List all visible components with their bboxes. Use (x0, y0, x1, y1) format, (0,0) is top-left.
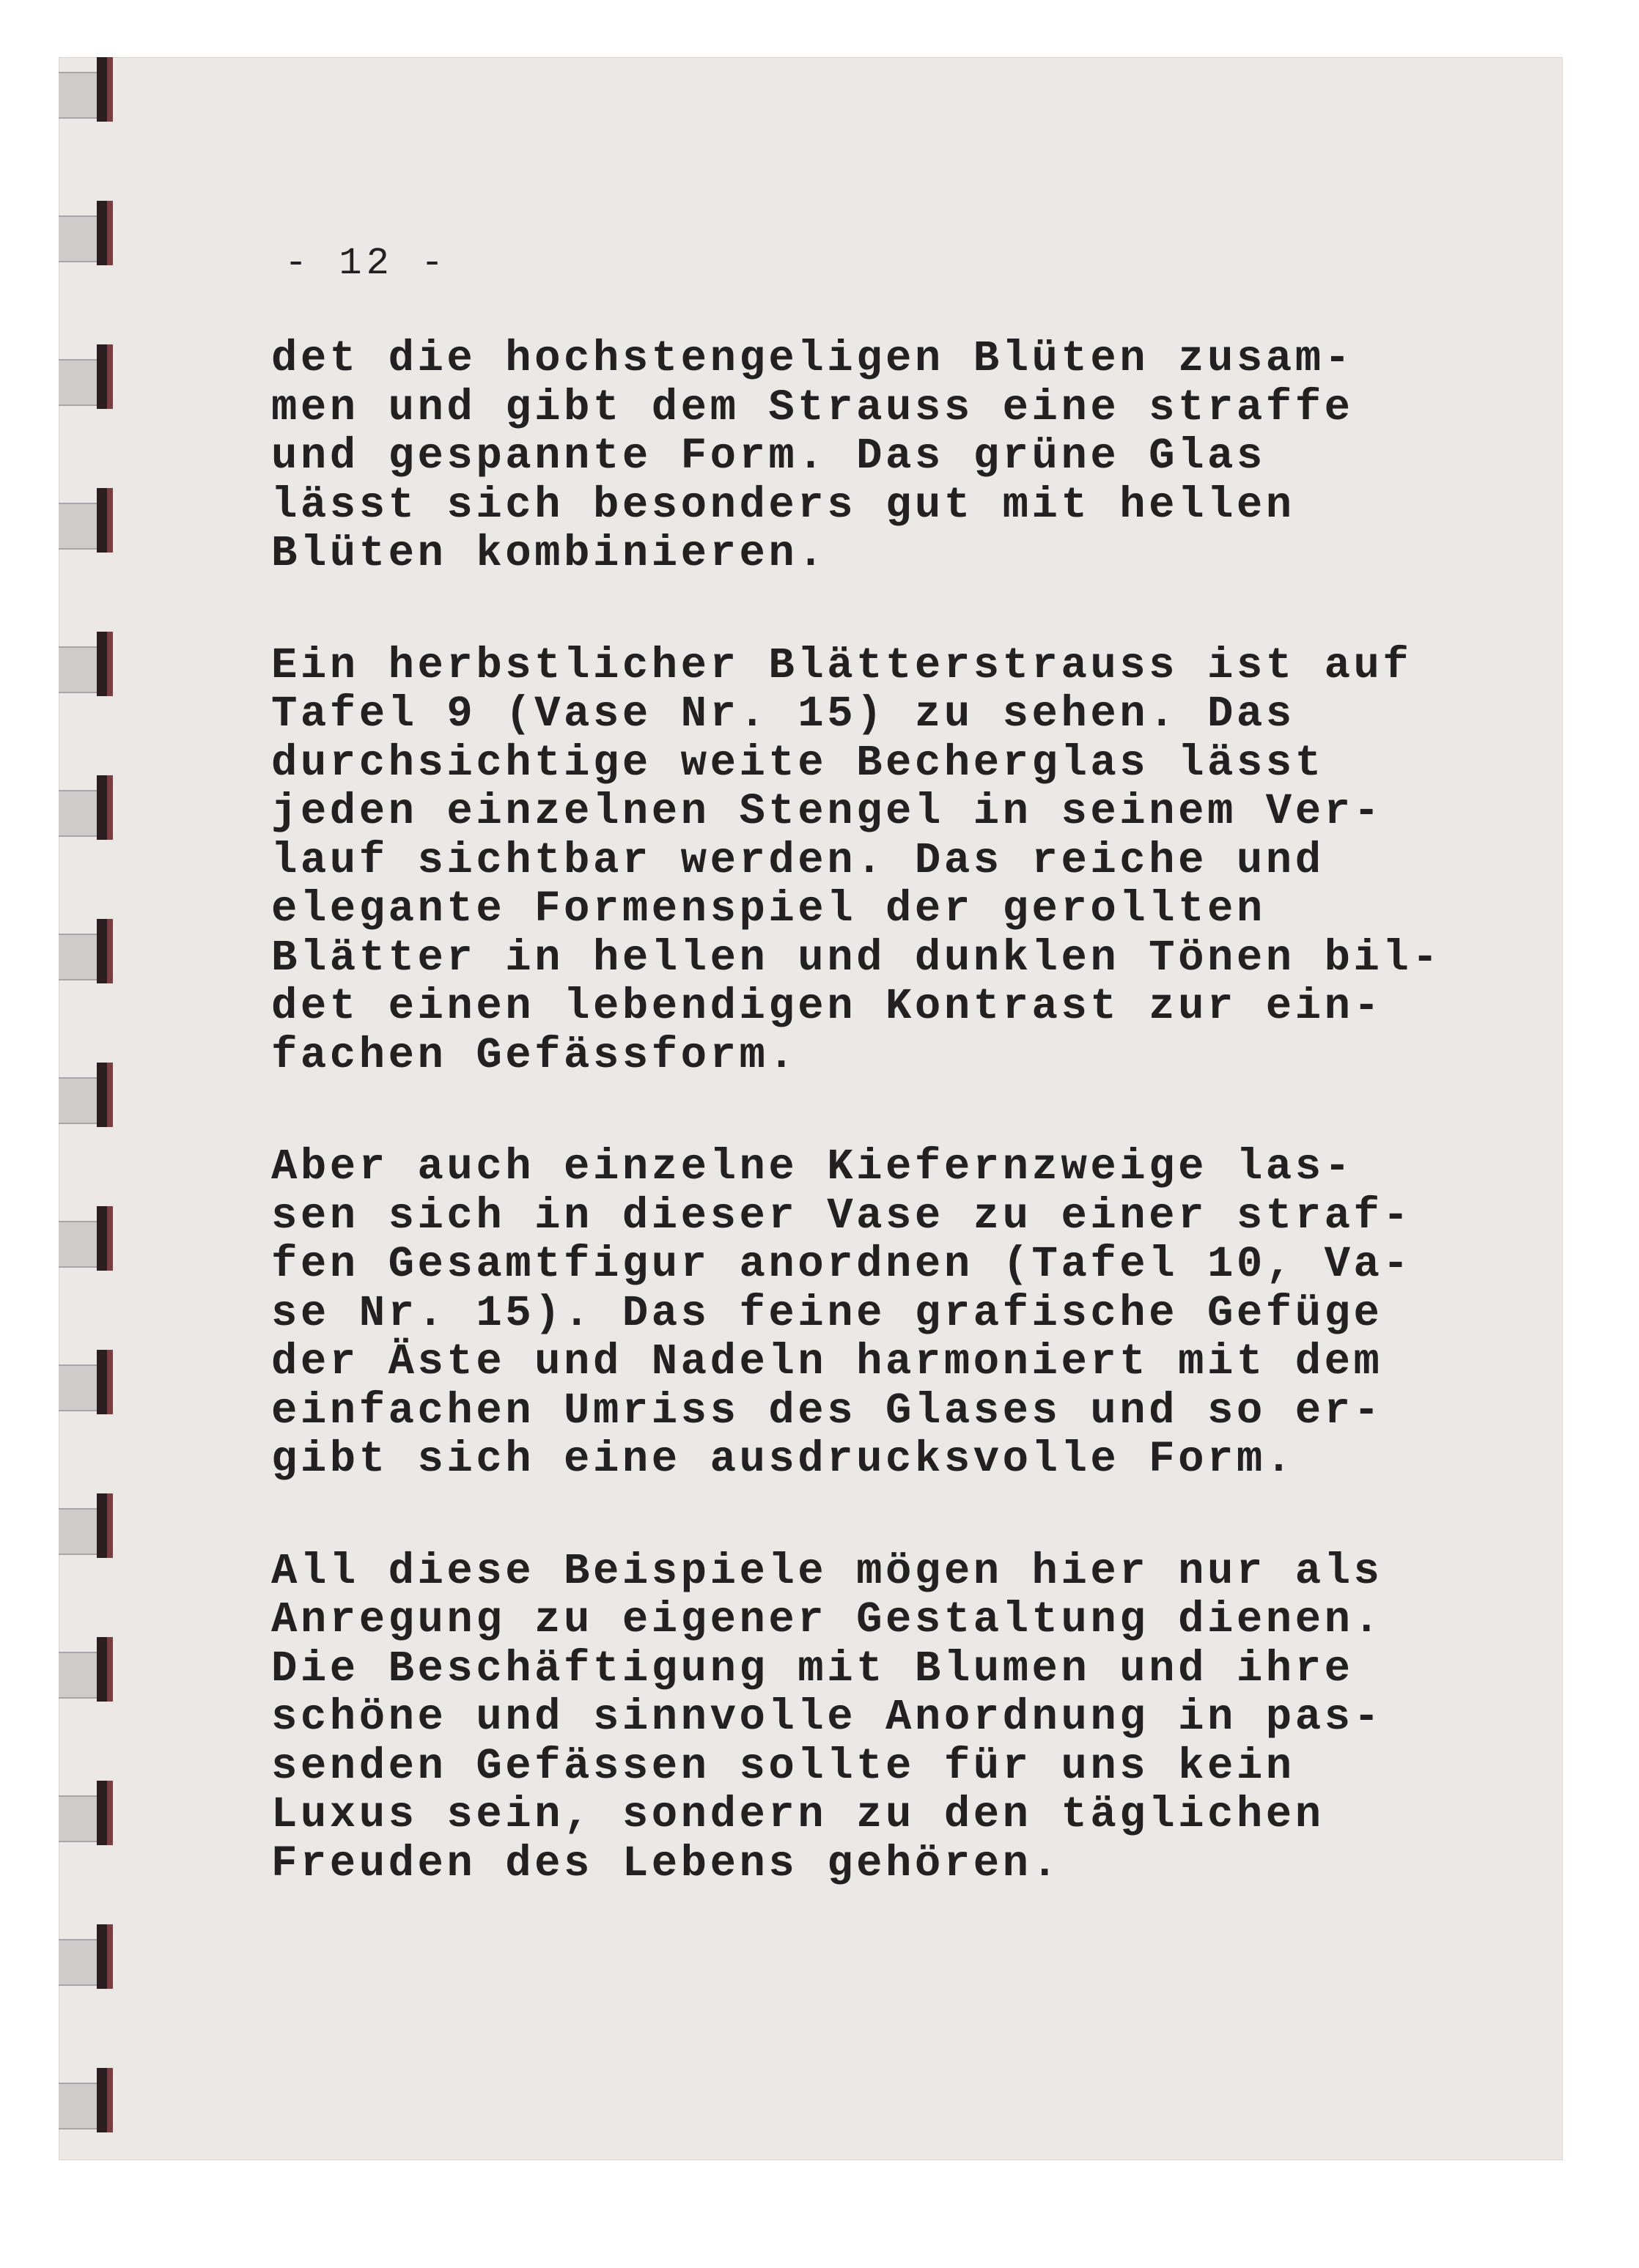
paragraph-3 (271, 1143, 1517, 1485)
text-line: Blätter in hellen und dunklen Tönen bil- (271, 933, 1442, 983)
text-line: und gespannte Form. Das grüne Glas (271, 432, 1266, 481)
text-line: Anregung zu eigener Gestaltung dienen. (271, 1595, 1383, 1644)
paragraph-4 (271, 1548, 1517, 1889)
binding-ring (59, 1206, 117, 1271)
text-line: Die Beschäftigung mit Blumen und ihre (271, 1644, 1354, 1693)
text-line: men und gibt dem Strauss eine straffe (271, 383, 1354, 432)
text-line: durchsichtige weite Becherglas lässt (271, 738, 1325, 788)
text-line: jeden einzelnen Stengel in seinem Ver- (271, 787, 1383, 836)
binding-ring (59, 1637, 117, 1702)
text-line: Freuden des Lebens gehören. (271, 1839, 1061, 1888)
text-line: senden Gefässen sollte für uns kein (271, 1741, 1295, 1791)
text-line: Ein herbstlicher Blätterstrauss ist auf (271, 640, 1413, 690)
binding-ring (59, 919, 117, 983)
text-line: Aber auch einzelne Kiefernzweige las- (271, 1142, 1354, 1192)
binding-ring (59, 1493, 117, 1558)
text-line: Luxus sein, sondern zu den täglichen (271, 1790, 1325, 1839)
page-number: - 12 - (284, 242, 449, 285)
text-line: lässt sich besonders gut mit hellen (271, 480, 1295, 530)
text-line: der Äste und Nadeln harmoniert mit dem (271, 1337, 1383, 1386)
text-line: fen Gesamtfigur anordnen (Tafel 10, Va- (271, 1240, 1413, 1289)
text-line: fachen Gefässform. (271, 1030, 798, 1080)
binding-ring (59, 775, 117, 840)
text-line: det einen lebendigen Kontrast zur ein- (271, 982, 1383, 1031)
binding-ring (59, 57, 117, 122)
text-line: einfachen Umriss des Glases und so er- (271, 1386, 1383, 1436)
binding-ring (59, 2068, 117, 2132)
binding-ring (59, 488, 117, 553)
text-line: lauf sichtbar werden. Das reiche und (271, 835, 1325, 885)
text-line: det die hochstengeligen Blüten zusam- (271, 334, 1354, 383)
paragraph-1 (271, 335, 1517, 579)
text-line: Blüten kombinieren. (271, 529, 828, 578)
binding-ring (59, 201, 117, 265)
text-line: se Nr. 15). Das feine grafische Gefüge (271, 1288, 1383, 1338)
paragraph-2 (271, 642, 1517, 1081)
text-line: sen sich in dieser Vase zu einer straf- (271, 1191, 1413, 1241)
text-line: Tafel 9 (Vase Nr. 15) zu sehen. Das (271, 690, 1295, 739)
text-line: schöne und sinnvolle Anordnung in pas- (271, 1693, 1383, 1742)
binding-ring (59, 1781, 117, 1845)
text-line: All diese Beispiele mögen hier nur als (271, 1546, 1383, 1596)
binding-ring (59, 1350, 117, 1414)
text-line: gibt sich eine ausdrucksvolle Form. (271, 1435, 1295, 1484)
binding-ring (59, 632, 117, 696)
binding-ring (59, 1924, 117, 1989)
binding-ring (59, 344, 117, 409)
spiral-binding (59, 57, 117, 2160)
text-line: elegante Formenspiel der gerollten (271, 884, 1266, 934)
binding-ring (59, 1063, 117, 1127)
page-content (271, 242, 1517, 1951)
